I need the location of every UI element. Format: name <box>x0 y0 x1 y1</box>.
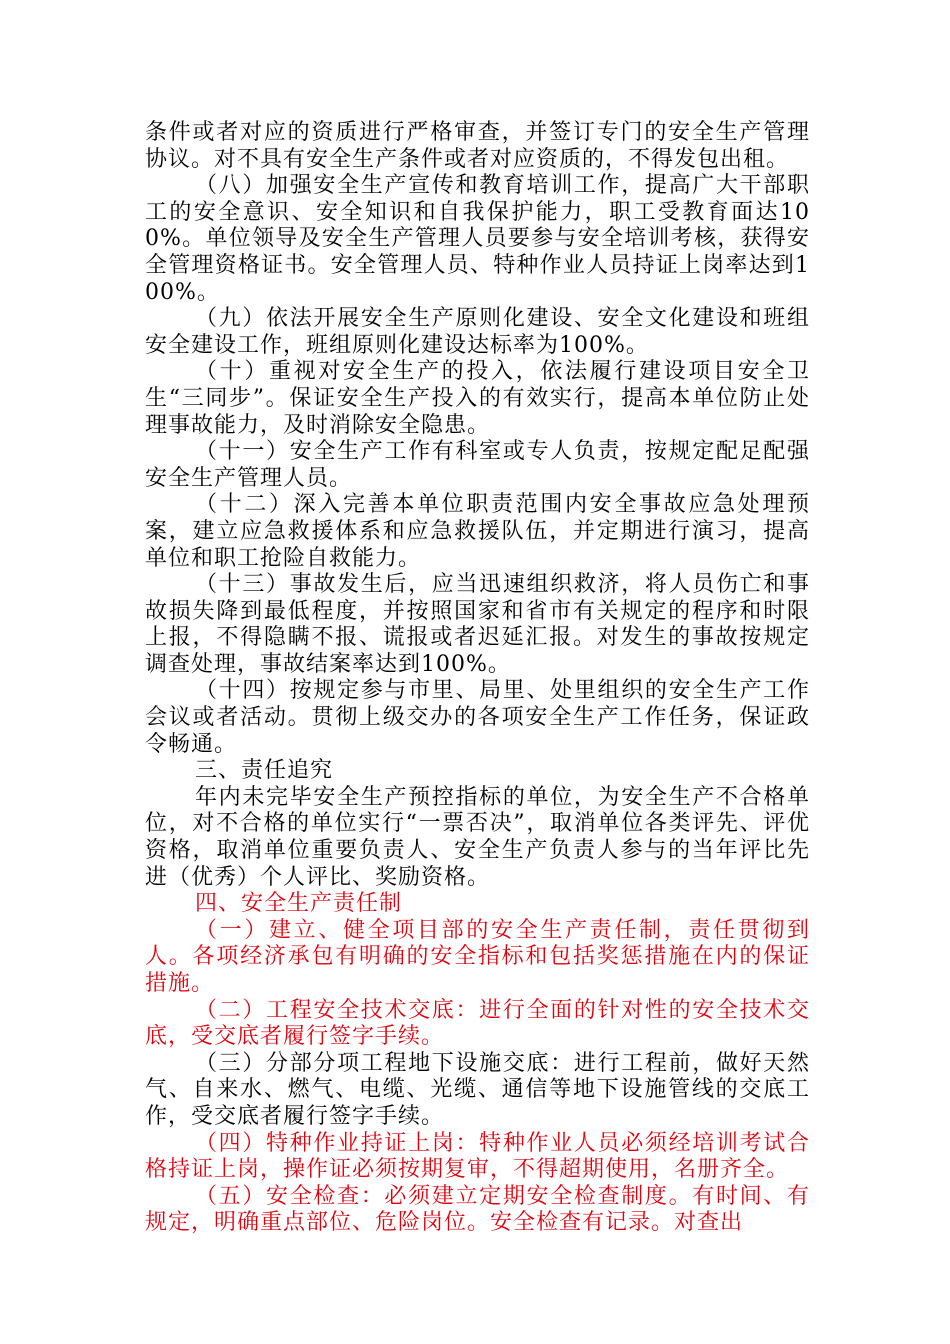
paragraph-responsibility-3: （三）分部分项工程地下设施交底：进行工程前，做好天然气、自来水、燃气、电缆、光缆、通信等地下设施管线的交底工作，受交底者履行签字手续。 <box>145 1050 810 1129</box>
paragraph-item-8-training: （八）加强安全生产宣传和教育培训工作，提高广大干部职工的安全意识、安全知识和自我保护能力，职工受教育面达100%。单位领导及安全生产管理人员要参与安全培训考核，获得安全管理资格证书。安全管理人员、特种作业人员持证上岗率达到100%。 <box>145 173 810 305</box>
paragraph-responsibility-2: （二）工程安全技术交底：进行全面的针对性的安全技术交底，受交底者履行签字手续。 <box>145 997 810 1050</box>
paragraph-item-9-standardization: （九）依法开展安全生产原则化建设、安全文化建设和班组安全建设工作，班组原则化建设达标率为100%。 <box>145 306 810 358</box>
paragraph-item-12-emergency-plan: （十二）深入完善本单位职责范围内安全事故应急处理预案，建立应急救援体系和应急救援队伍，并定期进行演习，提高单位和职工抢险自救能力。 <box>145 492 810 571</box>
document-page <box>145 120 810 1237</box>
section-heading-accountability: 三、责任追究 <box>195 758 334 784</box>
paragraph-qualification-review: 条件或者对应的资质进行严格审查，并签订专门的安全生产管理协议。对不具有安全生产条件或者对应资质的，不得发包出租。 <box>145 120 810 172</box>
paragraph-responsibility-5: （五）安全检查：必须建立定期安全检查制度。有时间、有规定，明确重点部位、危险岗位。安全检查有记录。对查出 <box>145 1183 810 1236</box>
paragraph-item-14-meetings: （十四）按规定参与市里、局里、处里组织的安全生产工作会议或者活动。贯彻上级交办的各项安全生产工作任务，保证政令畅通。 <box>145 678 810 757</box>
paragraph-item-13-accident-handling: （十三）事故发生后，应当迅速组织救济，将人员伤亡和事故损失降到最低程度，并按照国家和省市有关规定的程序和时限上报，不得隐瞒不报、谎报或者迟延汇报。对发生的事故按规定调查处理，事故结案率达到100%。 <box>145 572 810 677</box>
paragraph-accountability: 年内未完毕安全生产预控指标的单位，为安全生产不合格单位，对不合格的单位实行“一票否决”，取消单位各类评先、评优资格，取消单位重要负责人、安全生产负责人参与的当年评比先进（优秀）个人评比、奖励资格。 <box>145 784 810 890</box>
paragraph-responsibility-4: （四）特种作业持证上岗：特种作业人员必须经培训考试合格持证上岗，操作证必须按期复审，不得超期使用，名册齐全。 <box>145 1130 810 1183</box>
section-heading-responsibility-system: 四、安全生产责任制 <box>195 891 403 917</box>
paragraph-item-11-staffing: （十一）安全生产工作有科室或专人负责，按规定配足配强安全生产管理人员。 <box>145 439 810 491</box>
paragraph-item-10-investment: （十）重视对安全生产的投入，依法履行建设项目安全卫生“三同步”。保证安全生产投入的有效实行，提高本单位防止处理事故能力，及时消除安全隐患。 <box>145 359 810 438</box>
paragraph-responsibility-1: （一）建立、健全项目部的安全生产责任制，责任贯彻到人。各项经济承包有明确的安全指标和包括奖惩措施在内的保证措施。 <box>145 917 810 996</box>
